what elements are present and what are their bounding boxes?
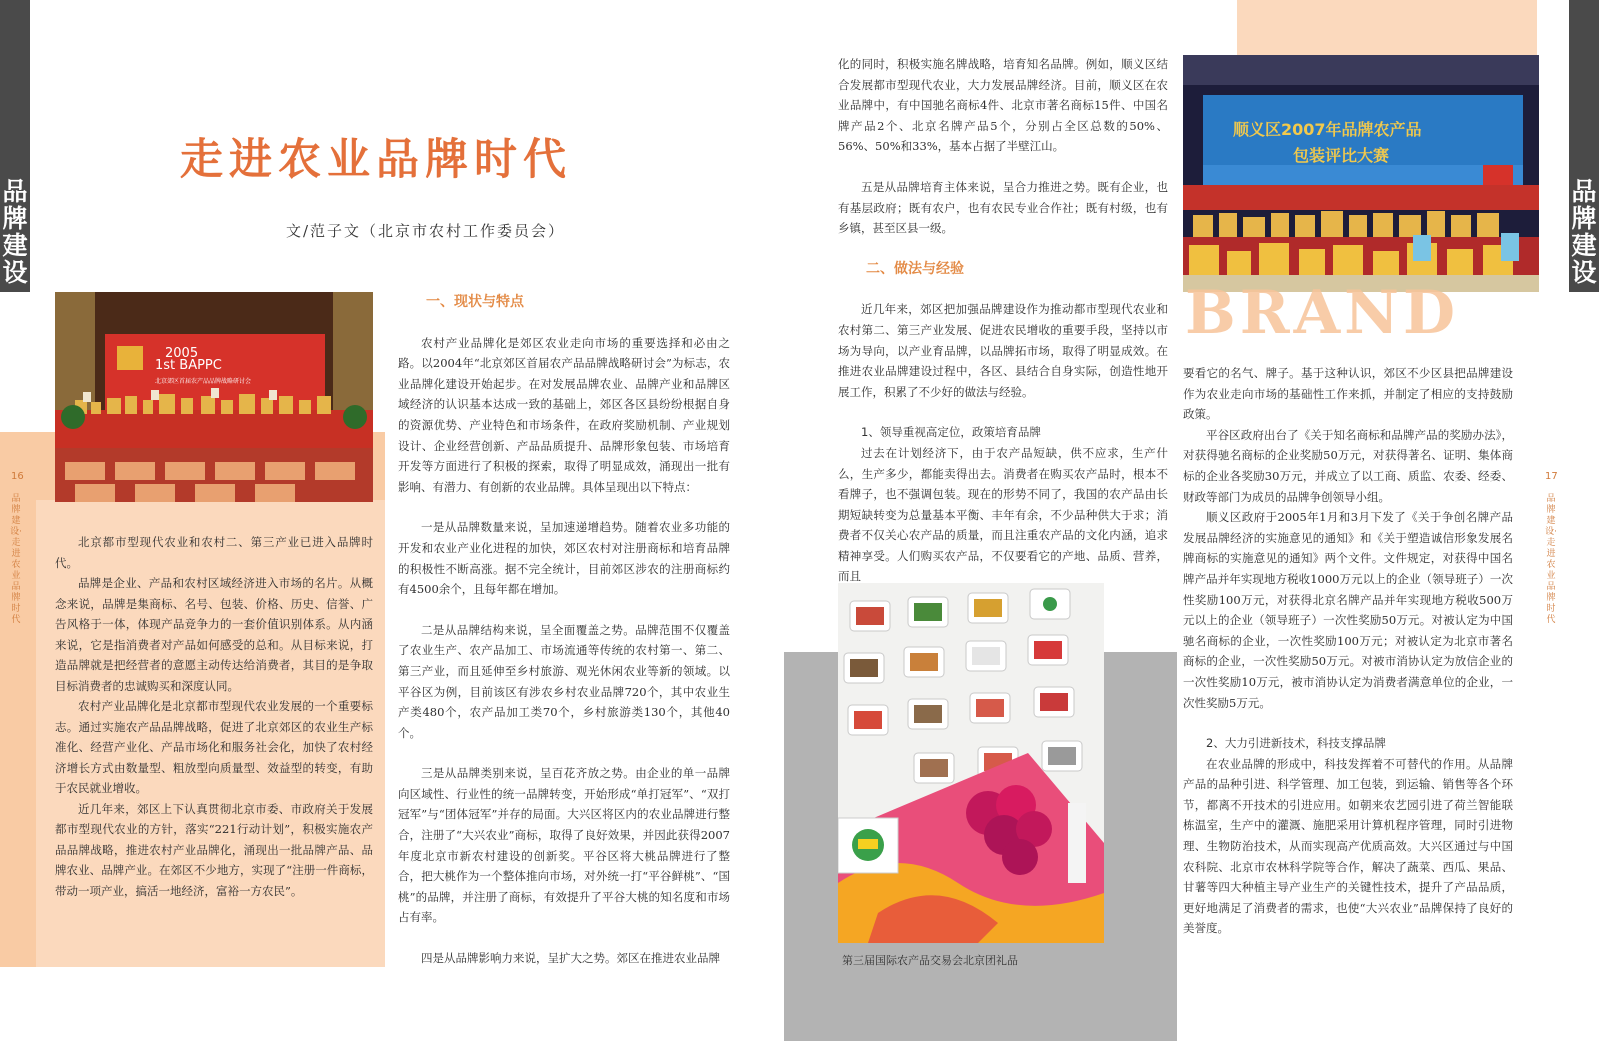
intro-paragraph: 品牌是企业、产品和农村区域经济进入市场的名片。从概念来说，品牌是集商标、名号、包装、价格、历史、信誉、广告风格于一体，体现产品竞争力的一套价值识别体系。从内涵来说，它是指消费者对产品如何感受的总和。从目标来说，打造品牌就是把经营者的意愿主动传达给消费者，其目的是争取目标消费者的忠诚购买和深度认同。 xyxy=(55,576,373,693)
intro-paragraph: 北京都市型现代农业和农村二、第三产业已进入品牌时代。 xyxy=(55,535,373,570)
stage-banner-line2: 包装评比大赛 xyxy=(1293,146,1390,165)
gift-photo xyxy=(838,583,1104,943)
section2-heading: 二、做法与经验 xyxy=(866,260,964,277)
award-stage-photo xyxy=(1183,55,1539,292)
section1-paragraph: 四是从品牌影响力来说，呈扩大之势。郊区在推进农业品牌 xyxy=(421,951,720,966)
gift-photo-caption: 第三届国际农产品交易会北京团礼品 xyxy=(842,954,1018,967)
section1-paragraph: 二是从品牌结构来说，呈全面覆盖之势。品牌范围不仅覆盖了农业生产、农产品加工、市场流通等传统的农村第一、第二、第三产业，而且延伸至乡村旅游、观光休闲农业等新的领域。以平谷区为例，目前该区有涉农乡村农业品牌720个，其中农业生产类480个，农产品加工类70个，乡村旅游类130个，其他40个。 xyxy=(398,622,730,740)
intro-paragraph: 近几年来，郊区上下认真贯彻北京市委、市政府关于发展都市型现代农业的方针，落实“221行动计划”，积极实施农产品品牌战略，推进农村产业品牌化，涌现出一批品牌产品、品牌农业、品牌产业。在郊区不少地方，实现了“注册一件商标，带动一项产业，搞活一地经济，富裕一方农民”。 xyxy=(55,801,373,898)
brand-watermark: BRAND xyxy=(1185,278,1460,348)
section1-paragraph: 一是从品牌数量来说，呈加速递增趋势。随着农业多功能的开发和农业产业化进程的加快，郊区农村对注册商标和培育品牌的积极性不断高涨。据不完全统计，目前郊区涉农的注册商标约有4500余个，且每年都在增加。 xyxy=(398,520,730,597)
right-paragraph: 顺义区政府于2005年1月和3月下发了《关于争创名牌产品发展品牌经济的实施意见的通知》和《关于塑造诚信形象发展名牌商标的实施意见的通知》两个文件。文件规定，对获得中国名牌产品并年实现地方税收1000万元以上的企业（领导班子）一次性奖励100万元，对获得北京名牌产品并年实现地方税收500万元以上的企业（领导班子）一次性奖励50万元。对被认定为中国驰名商标的企业，一次性奖励100万元；对被认定为北京市著名商标的企业，一次性奖励50万元。对被市消协认定为放信企业的一次性奖励10万元，被市消协认定为消费者满意单位的企业，一次性奖励5万元。 xyxy=(1183,510,1513,710)
byline: 文/范子文（北京市农村工作委员会） xyxy=(286,222,566,240)
section1-column xyxy=(398,292,730,969)
left-side-tab-label: 品牌建设 xyxy=(2,177,28,287)
sub1-paragraph: 过去在计划经济下，由于农产品短缺，供不应求，生产什么，生产多少，都能卖得出去。消费者在购买农产品时，根本不看牌子，也不强调包装。现在的形势不同了，我国的农产品由长期短缺转变为总量基本平衡、丰年有余，不少品种供大于求；消费者不仅关心农产品的质量，而且注重农产品的文化内涵，追求精神享受。人们购买农产品，不仅要看它的产地、品质、营养，而且 xyxy=(838,445,1168,584)
right-paragraph: 要看它的名气、牌子。基于这种认识，郊区不少区县把品牌建设作为农业走向市场的基础性工作来抓，并制定了相应的支持鼓励政策。 xyxy=(1183,366,1513,422)
subheading-2: 2、大力引进新技术，科技支撑品牌 xyxy=(1206,736,1386,751)
top-peach-block xyxy=(1237,0,1537,56)
right-paragraph: 平谷区政府出台了《关于知名商标和品牌产品的奖励办法》，对获得驰名商标的企业奖励50万元，对获得著名、证明、集体商标的企业各奖励30万元，并成立了以工商、质监、农委、经委、财政等部门为成员的品牌争创领导小组。 xyxy=(1183,427,1513,504)
photo-banner-subtitle: 北京郊区首届农产品品牌战略研讨会 xyxy=(155,378,252,385)
section1-heading: 一、现状与特点 xyxy=(426,294,524,310)
article-title: 走进农业品牌时代 xyxy=(180,135,572,185)
right-column-1 xyxy=(838,54,1168,587)
right-column-2 xyxy=(1183,363,1513,939)
section2-intro: 近几年来，郊区把加强品牌建设作为推动都市型现代农业和农村第二、第三产业发展、促进农民增收的重要手段，坚持以市场为导向，以产业育品牌，以品牌拓市场，取得了明显成效。在推进农业品牌建设过程中，各区、县结合自身实际，创造性地开展工作，积累了不少好的做法与经验。 xyxy=(838,302,1168,399)
section1-paragraph: 农村产业品牌化是郊区农业走向市场的重要选择和必由之路。以2004年“北京郊区首届农产品品牌战略研讨会”为标志，农业品牌化建设开始起步。在对发展品牌农业、品牌产业和品牌区域经济的认识基本达成一致的基础上，郊区各区县纷纷根据自身的资源优势、产业特色和市场条件，在政府奖励机制、产业规划设计、企业经营创新、产品品质提升、品牌形象包装、市场培育开发等方面进行了积极的探索，取得了明显成效，涌现出一批有影响、有潜力、有创新的农业品牌。具体呈现出以下特点： xyxy=(398,335,730,494)
right-vertical-label: 品牌建设·走进农业品牌时代 xyxy=(1545,494,1557,625)
intro-column xyxy=(55,532,373,901)
right-paragraph: 五是从品牌培育主体来说，呈合力推进之势。既有企业，也有基层政府；既有农户，也有农民专业合作社；既有村级，也有乡镇，甚至区县一级。 xyxy=(838,179,1168,236)
photo-banner-title: 1st BAPPC xyxy=(155,358,222,373)
left-page-number: 16 xyxy=(11,471,24,482)
sub2-paragraph: 在农业品牌的形成中，科技发挥着不可替代的作用。从品牌产品的品种引进、科学管理、加工包装，到运输、销售等各个环节，都离不开技术的引进应用。如朝来农艺园引进了荷兰智能联栋温室，生产中的灌溉、施肥采用计算机程序管理，同时引进物理、生物防治技术，从而实现高产优质高效。大兴区通过与中国农科院、北京市农林科学院等合作，解决了蔬菜、西瓜、果品、甘薯等四大种植主导产业生产的关键性技术，提升了产品品质，更好地满足了消费者的需求，也使“大兴农业”品牌保持了良好的美誉度。 xyxy=(1183,756,1513,936)
right-side-tab-label: 品牌建设 xyxy=(1571,177,1597,287)
subheading-1: 1、领导重视高定位，政策培育品牌 xyxy=(861,425,1041,440)
right-page-number: 17 xyxy=(1545,471,1558,482)
section1-paragraph: 三是从品牌类别来说，呈百花齐放之势。由企业的单一品牌向区域性、行业性的统一品牌转变，开始形成“单打冠军”、“双打冠军”与“团体冠军”并存的局面。大兴区将区内的农业品牌进行整合，注册了“大兴农业”商标，取得了良好效果，并因此获得2007年度北京市新农村建设的创新奖。平谷区将大桃品牌进行了整合，把大桃作为一个整体推向市场，对外统一打“平谷鲜桃”、“国桃”的品牌，并注册了商标，有效提升了平谷大桃的知名度和市场占有率。 xyxy=(398,766,730,925)
intro-paragraph: 农村产业品牌化是北京都市型现代农业发展的一个重要标志。通过实施农产品品牌战略，促进了北京郊区的农业生产标准化、经营产业化、产品市场化和服务社会化，加快了农村经济增长方式由数量型、粗放型向质量型、效益型的转变，有助于农民就业增收。 xyxy=(55,699,373,795)
photo-banner-year: 2005 xyxy=(165,346,199,361)
conference-photo xyxy=(55,292,373,502)
right-paragraph: 化的同时，积极实施名牌战略，培育知名品牌。例如，顺义区结合发展都市型现代农业，大力发展品牌经济。目前，顺义区在农业品牌中，有中国驰名商标4件、北京市著名商标15件、中国名牌产品2个、北京名牌产品5个，分别占全区总数的50%、56%、50%和33%，基本占据了半壁江山。 xyxy=(838,57,1168,154)
left-vertical-label: 品牌建设·走进农业品牌时代 xyxy=(10,494,22,625)
stage-banner-line1: 顺义区2007年品牌农产品 xyxy=(1233,120,1422,139)
